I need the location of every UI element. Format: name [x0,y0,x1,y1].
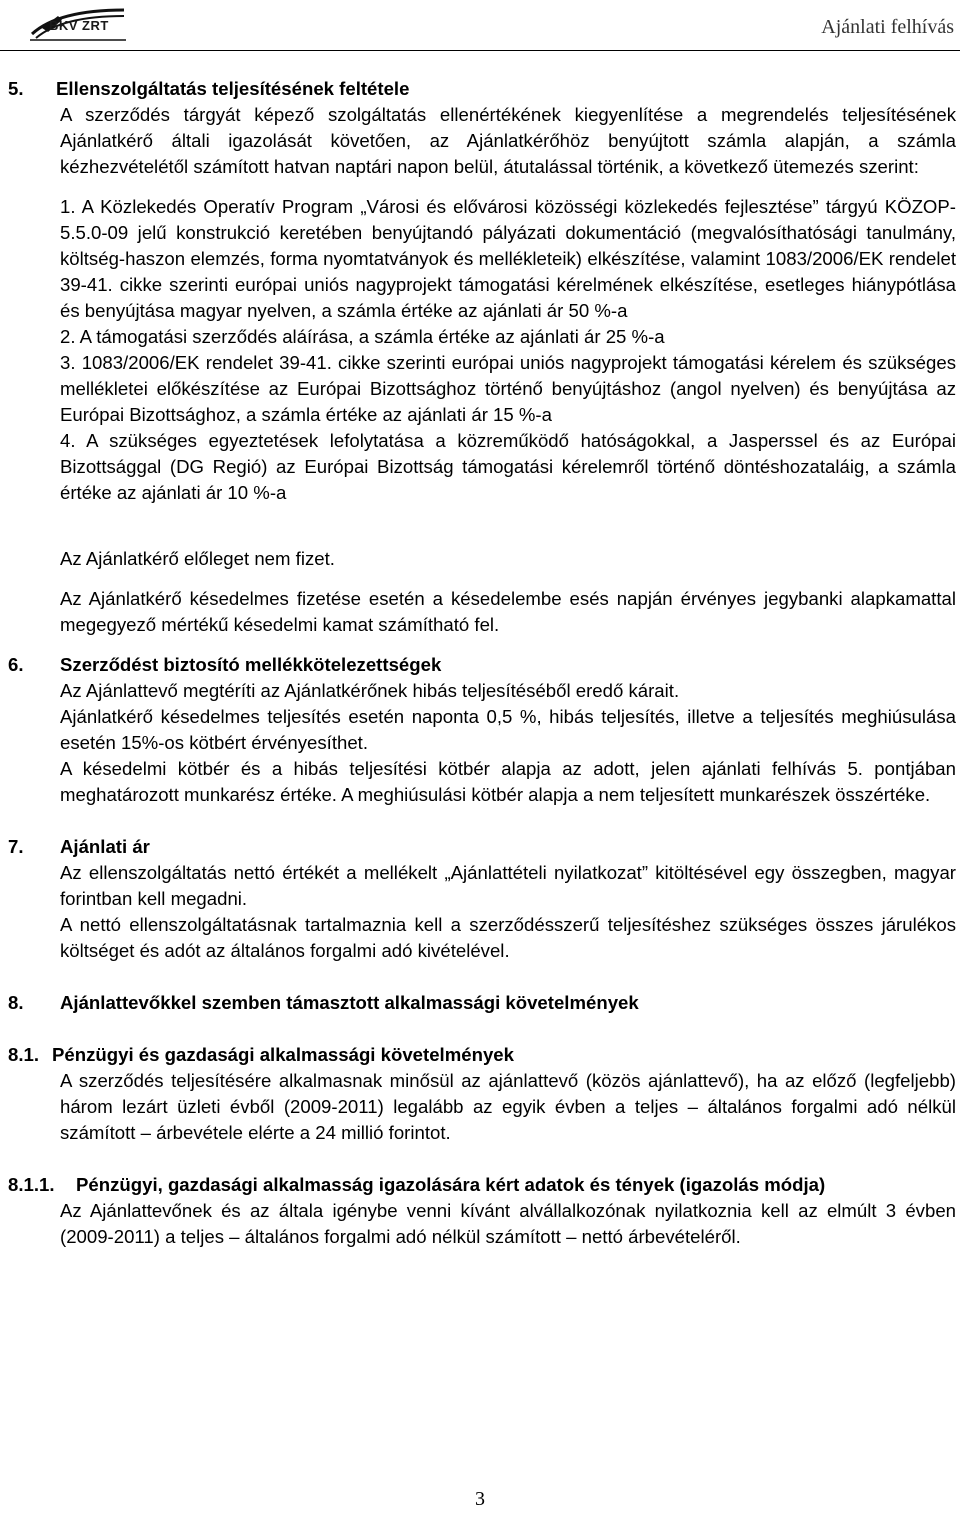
paragraph: A késedelmi kötbér és a hibás teljesítési kötbér alapja az adott, jelen ajánlati felhívás 5. pontjában meghatározott munkarész értéke. A meghiúsulási kötbér alapja a nem teljesített munkarészek összértéke. [60,758,956,805]
section-7-heading [8,834,956,860]
page-number: 3 [475,1488,485,1510]
section-6-heading [8,652,956,678]
section-number: 5. [8,78,24,99]
payment-item-2: 2. A támogatási szerződés aláírása, a számla értéke az ajánlati ár 25 %-a [60,326,665,347]
payment-item-1: 1. A Közlekedés Operatív Program „Városi és elővárosi közösségi közlekedés fejlesztése” tárgyú KÖZOP-5.5.0-09 jelű konstrukció keretében benyújtandó pályázati dokumentáció (megvalósíthatósági tanulmány, költség-haszon elemzés, forma nyomtatványok és mellékleteik) elkészítése, valamint 1083/2006/EK rendelet 39-41. cikke szerinti európai uniós nagyprojekt támogatási kérelmének elkészítése, esetleges hiánypótlása és benyújtása magyar nyelven, a számla értéke az ajánlati ár 50 %-a [60,196,956,321]
section-number: 6. [8,654,24,675]
paragraph: Az Ajánlatkérő késedelmes fizetése esetén a késedelembe esés napján érvényes jegybanki alapkamattal megegyező mértékű késedelmi kamat számítható fel. [60,588,956,635]
section-5-heading [8,76,956,102]
section-number: 8. [8,992,24,1013]
section-title: Ellenszolgáltatás teljesítésének feltétele [56,78,410,99]
section-8-1-heading [8,1042,956,1068]
section-title: Ajánlati ár [60,836,150,857]
section-8-1-1-heading [8,1172,956,1198]
paragraph: Az Ajánlattevőnek és az általa igénybe venni kívánt alvállalkozónak nyilatkoznia kell az elmúlt 3 évben (2009-2011) a teljes – általános forgalmi adó nélkül számított – nettó árbevételéről. [60,1200,956,1247]
payment-item-3: 3. 1083/2006/EK rendelet 39-41. cikke szerinti európai uniós nagyprojekt támogatási kérelem és szükséges mellékletei előkészítése az Európai Bizottsághoz történő benyújtáshoz (angol nyelven) és benyújtása az Európai Bizottsághoz, a számla értéke az ajánlati ár 15 %-a [60,352,956,425]
section-5-body [60,102,956,638]
section-number: 8.1. [8,1044,40,1065]
section-8-heading [8,990,956,1016]
paragraph: A nettó ellenszolgáltatásnak tartalmaznia kell a szerződésszerű teljesítéshez szükséges összes járulékos költséget és adót az általános forgalmi adó kivételével. [60,914,956,961]
section-title: Ajánlattevőkkel szemben támasztott alkalmassági követelmények [60,992,639,1013]
section-number: 7. [8,836,24,857]
section-title: Pénzügyi, gazdasági alkalmasság igazolására kért adatok és tények (igazolás módja) [76,1174,826,1195]
section-7-body [60,860,956,964]
section-8-1-body [60,1068,956,1146]
paragraph: A szerződés teljesítésére alkalmasnak minősül az ajánlattevő (közös ajánlattevő), ha az előző (legfeljebb) három lezárt üzleti évből (2009-2011) legalább az egyik évben a teljes – általános forgalmi adó nélkül számított – árbevétele elérte a 24 millió forintot. [60,1070,956,1143]
paragraph: Az ellenszolgáltatás nettó értékét a mellékelt „Ajánlattételi nyilatkozat” kitöltésével egy összegben, magyar forintban kell megadni. [60,862,956,909]
paragraph: A szerződés tárgyát képező szolgáltatás ellenértékének kiegyenlítése a megrendelés teljesítésének Ajánlatkérő általi igazolását követően, az Ajánlatkérőhöz benyújtott számla alapján, a számla kézhezvételétől számított hatvan naptári napon belül, átutalással történik, a következő ütemezés szerint: [60,104,956,177]
section-8-1-1-body [60,1198,956,1250]
header-title: Ajánlati felhívás [821,16,954,38]
section-number: 8.1.1. [8,1174,55,1195]
payment-item-4: 4. A szükséges egyeztetések lefolytatása a közreműködő hatóságokkal, a Jasperssel és az Európai Bizottsággal (DG Regió) az Európai Bizottság támogatási kérelemről történő döntéshozataláig, a számla értéke az ajánlati ár 10 %-a [60,430,956,503]
section-6-body [60,678,956,808]
section-title: Szerződést biztosító mellékkötelezettségek [60,654,442,675]
page-header [0,0,960,52]
paragraph: Az Ajánlatkérő előleget nem fizet. [60,548,335,569]
logo-text: BKV ZRT [49,18,109,33]
document-body [8,76,956,1250]
paragraph: Ajánlatkérő késedelmes teljesítés esetén naponta 0,5 %, hibás teljesítés, illetve a teljesítés meghiúsulása esetén 15%-os kötbért érvényesíthet. [60,706,956,753]
paragraph: Az Ajánlattevő megtéríti az Ajánlatkérőnek hibás teljesítéséből eredő kárait. [60,680,680,701]
section-title: Pénzügyi és gazdasági alkalmassági követelmények [52,1044,514,1065]
header-divider [0,50,960,51]
